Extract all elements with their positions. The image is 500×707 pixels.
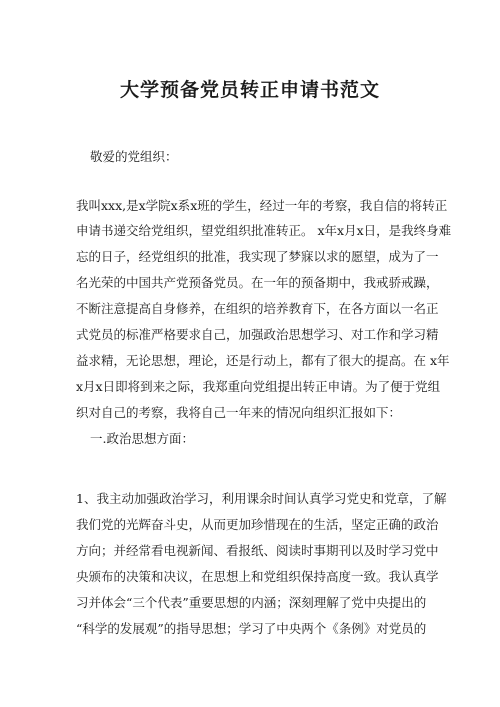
paragraph-line: 习并体会“三个代表”重要思想的内涵；深刻理解了党中央提出的: [76, 595, 427, 610]
document-title: 大学预备党员转正申请书范文: [119, 78, 380, 101]
paragraph-line: 1、我主动加强政治学习，利用课余时间认真学习党史和党章，了解: [76, 491, 447, 506]
paragraph-line: 不断注意提高自身修养，在组织的培养教育下，在各方面以一名正: [76, 301, 439, 316]
paragraph-line: 名光荣的中国共产党预备党员。在一年的预备期中，我戒骄戒躁，: [76, 275, 439, 290]
paragraph-line: x月x日即将到来之际，我郑重向党组提出转正申请。为了便于党组: [76, 379, 441, 394]
salutation: 敬爱的党组织：: [90, 149, 178, 164]
paragraph-line: 忘的日子，经党组织的批准，我实现了梦寐以求的愿望，成为了一: [76, 249, 439, 264]
paragraph-line: 央颁布的决策和决议，在思想上和党组织保持高度一致。我认真学: [76, 569, 439, 584]
paragraph-line: 益求精，无论思想，理论，还是行动上，都有了很大的提高。在 x年: [76, 353, 450, 368]
paragraph-line: 申请书递交给党组织，望党组织批准转正。 x年x月x日，是我终身难: [76, 223, 452, 238]
paragraph-line: 我叫xxx,是x学院x系x班的学生，经过一年的考察，我自信的将转正: [76, 198, 448, 213]
paragraph-line: 方向；并经常看电视新闻、看报纸、阅读时事期刊以及时学习党中: [76, 543, 439, 558]
section-heading: 一.政治思想方面：: [90, 431, 194, 446]
paragraph-line: 织对自己的考察，我将自己一年来的情况向组织汇报如下：: [76, 405, 402, 420]
paragraph-line: 式党员的标准严格要求自己，加强政治思想学习、对工作和学习精: [76, 327, 439, 342]
paragraph-line: 我们党的光辉奋斗史，从而更加珍惜现在的生活，坚定正确的政治: [76, 517, 439, 532]
paragraph-line: “科学的发展观”的指导思想；学习了中央两个《条例》对党员的: [76, 621, 427, 636]
